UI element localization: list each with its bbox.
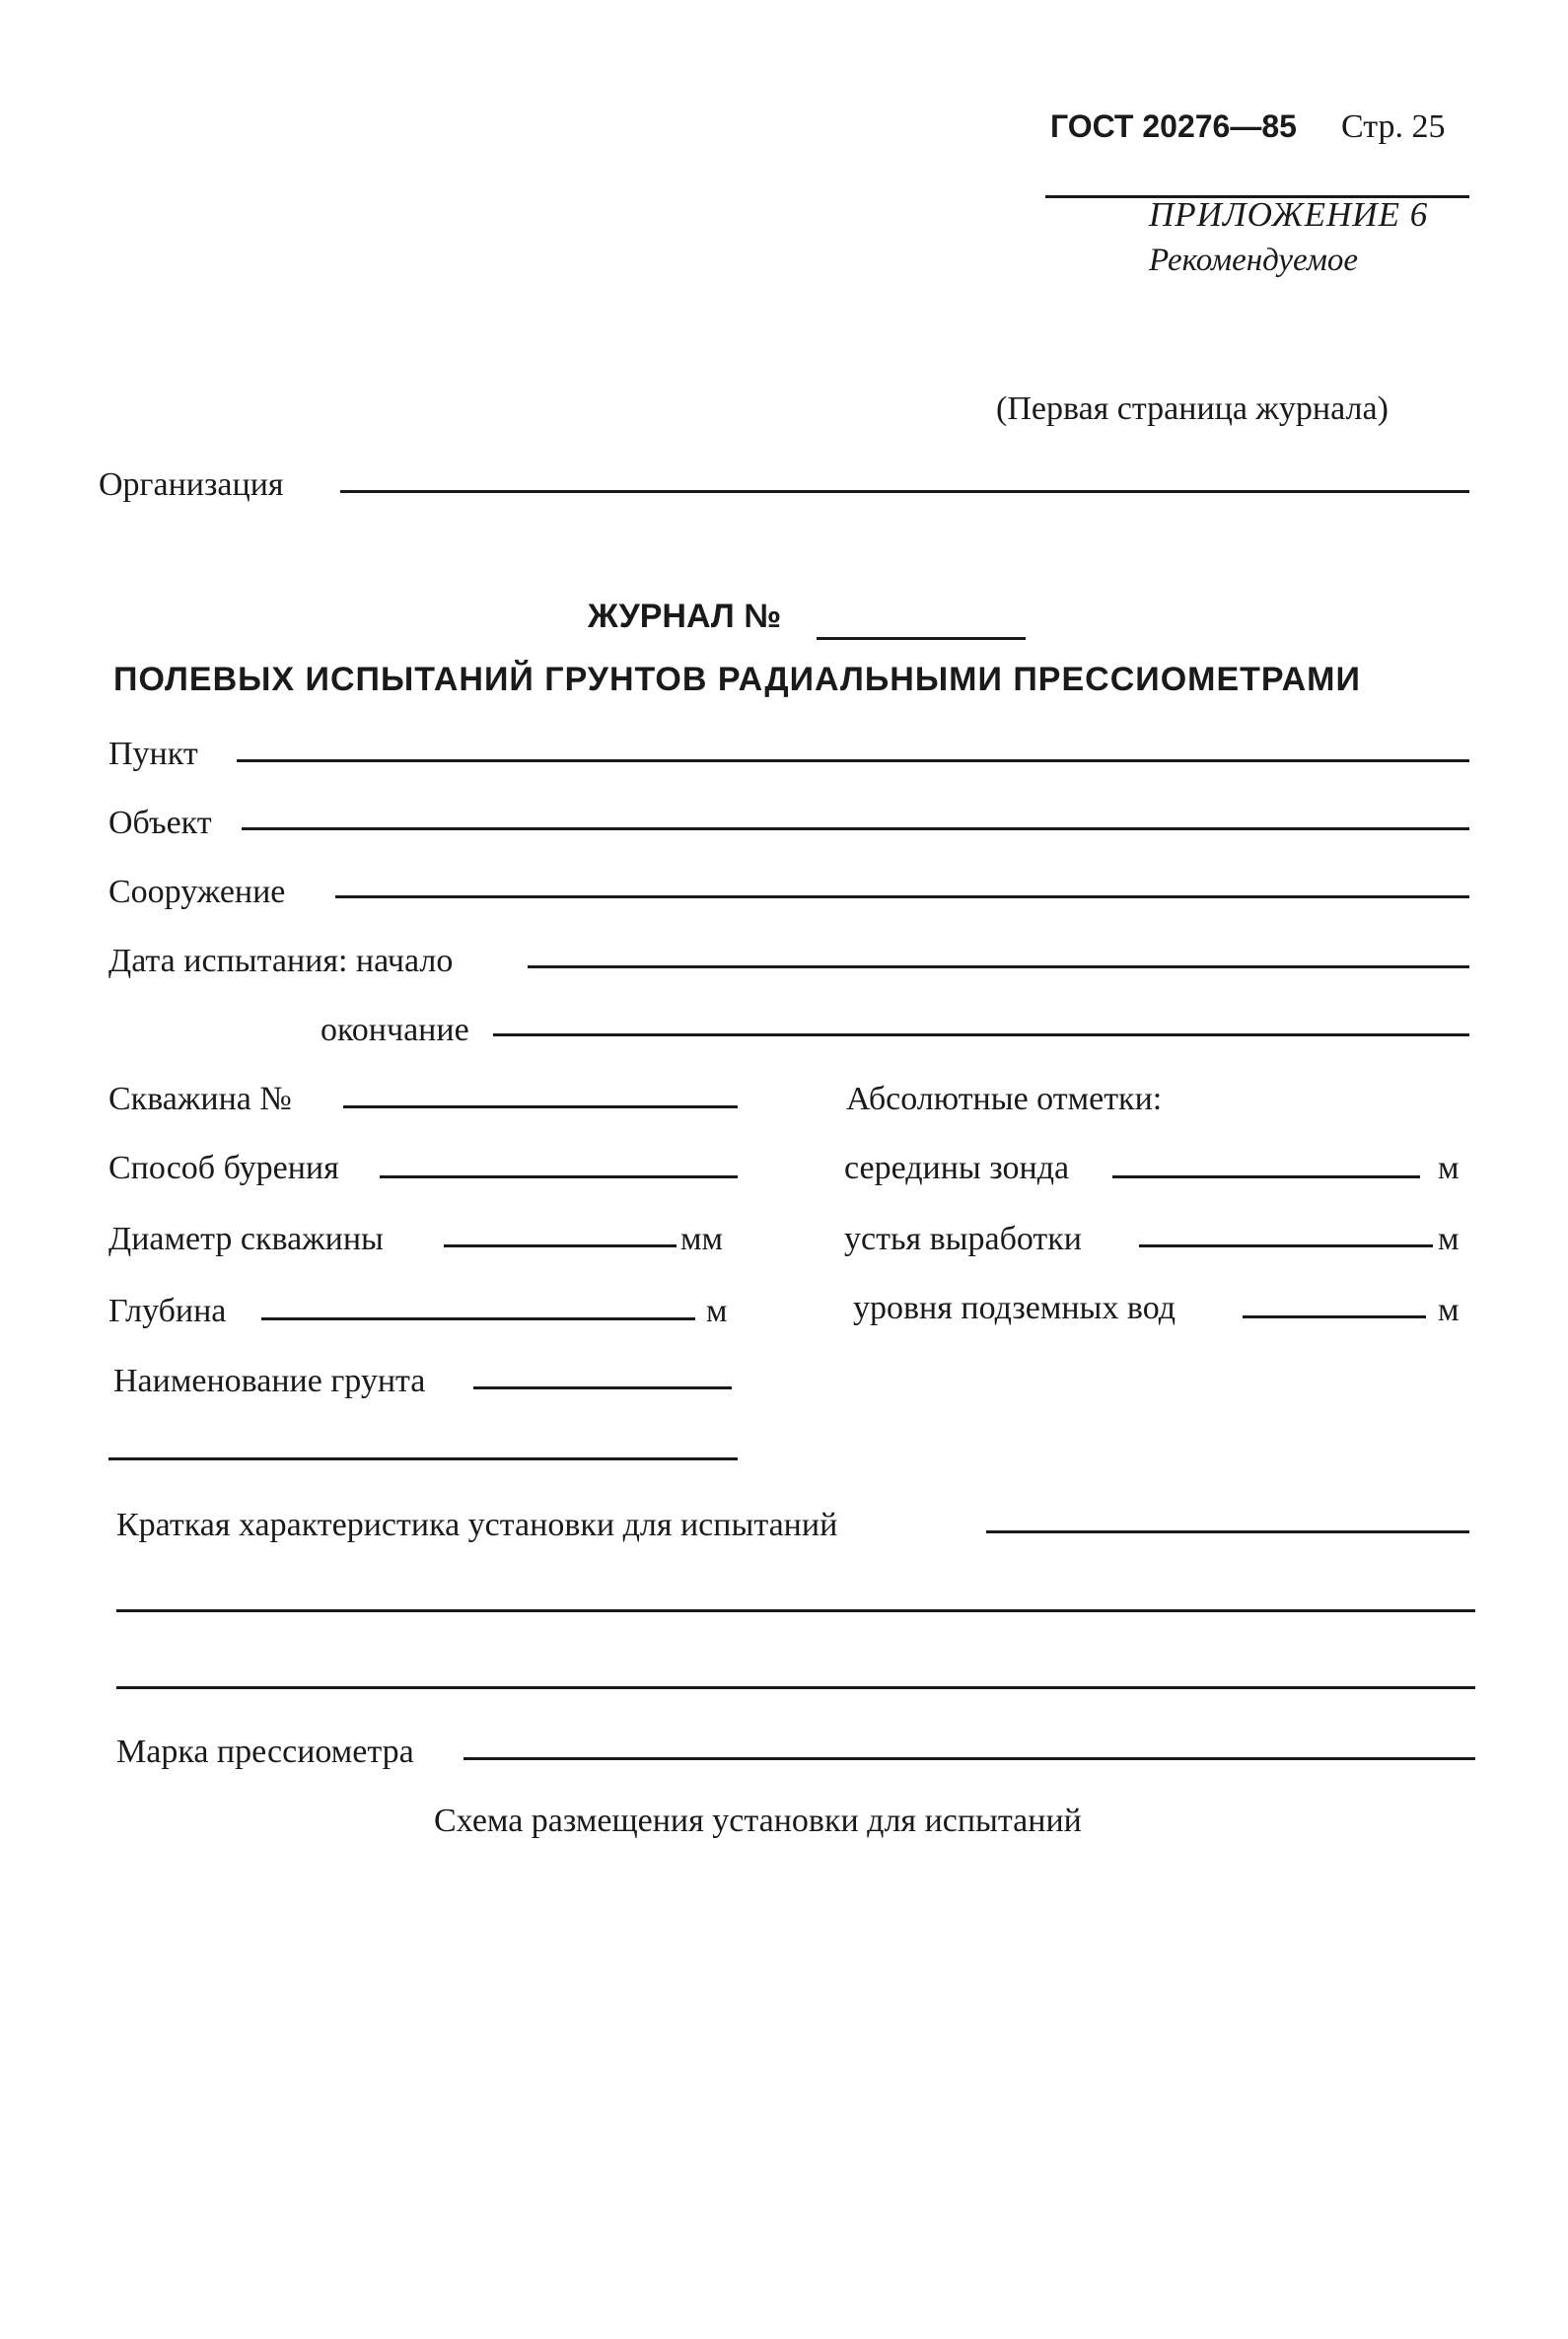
soil-name-extra-line[interactable] [108, 1457, 738, 1460]
groundwater-fill-line[interactable] [1243, 1315, 1426, 1318]
setup-description-line-3[interactable] [116, 1686, 1475, 1689]
mouth-fill-line[interactable] [1139, 1244, 1433, 1247]
probe-middle-fill-line[interactable] [1112, 1175, 1420, 1178]
borehole-label: Скважина № [108, 1081, 292, 1117]
journal-subtitle: ПОЛЕВЫХ ИСПЫТАНИЙ ГРУНТОВ РАДИАЛЬНЫМИ ПРЕССИОМЕТРАМИ [113, 661, 1361, 698]
appendix-status: Рекомендуемое [1149, 243, 1359, 278]
test-date-end-label: окончание [321, 1012, 469, 1048]
organization-label: Организация [99, 466, 284, 503]
page-label: Стр. 25 [1341, 108, 1446, 145]
depth-label: Глубина [108, 1293, 227, 1329]
journal-title: ЖУРНАЛ № [588, 598, 782, 635]
test-date-start-fill-line[interactable] [528, 965, 1469, 968]
test-date-start-label: Дата испытания: начало [108, 943, 454, 979]
groundwater-label: уровня подземных вод [853, 1290, 1176, 1326]
test-date-end-fill-line[interactable] [493, 1033, 1469, 1036]
setup-description-fill-line[interactable] [986, 1530, 1469, 1533]
structure-label: Сооружение [108, 874, 286, 910]
standard-number: ГОСТ 20276—85 [1050, 108, 1297, 144]
journal-number-line[interactable] [817, 637, 1026, 640]
probe-middle-label: середины зонда [844, 1150, 1070, 1186]
probe-middle-unit: м [1438, 1150, 1460, 1186]
mouth-label: устья выработки [844, 1221, 1083, 1257]
pressuremeter-brand-label: Марка прессиометра [116, 1734, 414, 1770]
groundwater-unit: м [1438, 1292, 1460, 1328]
setup-description-label: Краткая характеристика установки для испытаний [116, 1507, 838, 1543]
diameter-unit: мм [680, 1221, 724, 1257]
borehole-fill-line[interactable] [343, 1105, 738, 1108]
drilling-method-fill-line[interactable] [380, 1175, 738, 1178]
depth-unit: м [706, 1293, 728, 1329]
organization-fill-line[interactable] [340, 490, 1469, 493]
soil-name-fill-line[interactable] [473, 1386, 732, 1389]
object-label: Объект [108, 805, 212, 841]
mouth-unit: м [1438, 1221, 1460, 1257]
structure-fill-line[interactable] [335, 895, 1469, 898]
borehole-diameter-fill-line[interactable] [444, 1244, 677, 1247]
first-page-note: (Первая страница журнала) [996, 390, 1389, 427]
point-fill-line[interactable] [237, 759, 1469, 762]
object-fill-line[interactable] [242, 827, 1469, 830]
soil-name-label: Наименование грунта [113, 1363, 426, 1399]
drilling-method-label: Способ бурения [108, 1150, 339, 1186]
appendix-title: ПРИЛОЖЕНИЕ 6 [1149, 195, 1429, 234]
scheme-caption: Схема размещения установки для испытаний [434, 1803, 1082, 1839]
point-label: Пункт [108, 736, 198, 772]
absolute-marks-label: Абсолютные отметки: [846, 1081, 1163, 1117]
setup-description-line-2[interactable] [116, 1609, 1475, 1612]
depth-fill-line[interactable] [261, 1317, 695, 1320]
borehole-diameter-label: Диаметр скважины [108, 1221, 384, 1257]
pressuremeter-brand-fill-line[interactable] [463, 1757, 1475, 1760]
